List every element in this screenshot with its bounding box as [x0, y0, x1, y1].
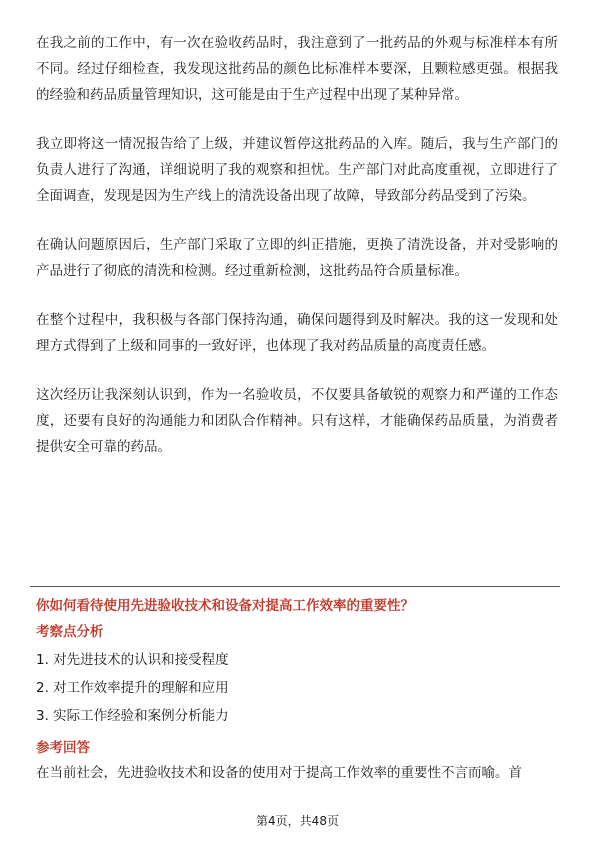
answer-heading: 参考回答 [36, 740, 90, 756]
paragraph-4: 在整个过程中，我积极与各部门保持沟通，确保问题得到及时解决。我的这一发现和处理方式得到了上级和同事的一致好评，也体现了我对药品质量的高度责任感。 [36, 312, 558, 354]
paragraph-3: 在确认问题原因后，生产部门采取了立即的纠正措施，更换了清洗设备，并对受影响的产品进行了彻底的清洗和检测。经过重新检测，这批药品符合质量标准。 [36, 237, 558, 279]
key-points-list [36, 646, 558, 730]
body-text [36, 30, 558, 483]
key-point-item: 3. 实际工作经验和案例分析能力 [36, 708, 229, 724]
key-point-item: 1. 对先进技术的认识和接受程度 [36, 652, 229, 668]
answer-text: 在当前社会，先进验收技术和设备的使用对于提高工作效率的重要性不言而喻。首 [36, 765, 522, 781]
question-section [36, 594, 558, 786]
key-point-item: 2. 对工作效率提升的理解和应用 [36, 680, 229, 696]
section-divider [30, 586, 560, 587]
paragraph-2: 我立即将这一情况报告给了上级，并建议暂停这批药品的入库。随后，我与生产部门的负责人进行了沟通，详细说明了我的观察和担忧。生产部门对此高度重视，立即进行了全面调查，发现是因为生产线上的清洗设备出现了故障，导致部分药品受到了污染。 [36, 136, 558, 204]
page-number: 第4页，共48页 [256, 814, 339, 828]
key-points-heading: 考察点分析 [36, 624, 104, 640]
question-title: 你如何看待使用先进验收技术和设备对提高工作效率的重要性？ [36, 598, 414, 614]
paragraph-1: 在我之前的工作中，有一次在验收药品时，我注意到了一批药品的外观与标准样本有所不同。经过仔细检查，我发现这批药品的颜色比标准样本要深，且颗粒感更强。根据我的经验和药品质量管理知识，这可能是由于生产过程中出现了某种异常。 [36, 35, 558, 103]
paragraph-5: 这次经历让我深刻认识到，作为一名验收员，不仅要具备敏锐的观察力和严谨的工作态度，还要有良好的沟通能力和团队合作精神。只有这样，才能确保药品质量，为消费者提供安全可靠的药品。 [36, 387, 558, 455]
